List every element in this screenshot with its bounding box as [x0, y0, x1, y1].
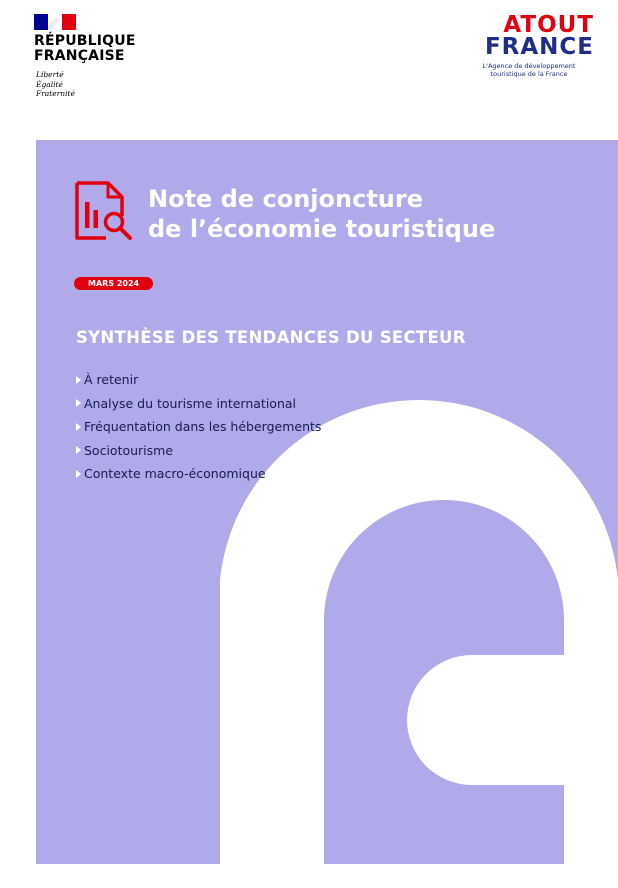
republique-motto: Liberté Égalité Fraternité — [36, 70, 75, 98]
toc-item-frequentation[interactable] — [76, 415, 321, 439]
cover-title-line2: de l’économie touristique — [148, 215, 496, 243]
cover-panel — [36, 140, 618, 864]
bullet-icon — [76, 399, 81, 407]
toc-item-label: Sociotourisme — [84, 442, 174, 458]
cover-title — [148, 184, 495, 244]
toc-item-contexte-macro[interactable] — [76, 462, 321, 486]
bullet-icon — [76, 446, 81, 454]
toc-item-tourisme-international[interactable] — [76, 392, 321, 416]
bullet-icon — [76, 423, 81, 431]
atout-france-tagline: L'Agence de développement touristique de la France — [482, 62, 576, 78]
toc-item-sociotourisme[interactable] — [76, 439, 321, 463]
arch-decoration — [36, 140, 618, 864]
marianne-flag-icon — [34, 14, 76, 30]
atout-france-logo — [464, 14, 594, 84]
bullet-icon — [76, 376, 81, 384]
date-badge: MARS 2024 — [74, 277, 153, 290]
toc-item-label: Fréquentation dans les hébergements — [84, 419, 322, 435]
toc-item-label: Analyse du tourisme international — [84, 395, 297, 411]
atout-france-line2: FRANCE — [484, 34, 594, 60]
cover-subtitle: SYNTHÈSE DES TENDANCES DU SECTEUR — [76, 328, 466, 347]
toc-item-label: À retenir — [84, 372, 139, 388]
toc-item-label: Contexte macro-économique — [84, 466, 266, 482]
table-of-contents — [76, 368, 321, 486]
toc-item-a-retenir[interactable] — [76, 368, 321, 392]
report-search-icon — [74, 180, 134, 242]
atout-france-line1: ATOUT — [503, 12, 594, 38]
republique-francaise-title: RÉPUBLIQUE FRANÇAISE — [34, 33, 136, 64]
cover-title-line1: Note de conjoncture — [148, 185, 423, 213]
bullet-icon — [76, 470, 81, 478]
